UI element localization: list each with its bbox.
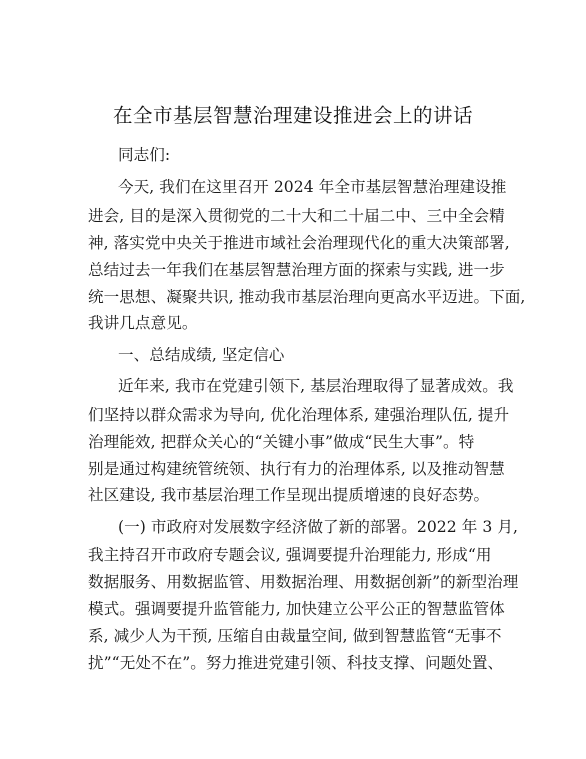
section-heading: 一、总结成绩, 坚定信心 — [118, 346, 285, 364]
paragraph-line: 神, 落实党中央关于推进市域社会治理现代化的重大决策部署, — [88, 234, 510, 252]
subsection-line: (一) 市政府对发展数字经济做了新的部署。2022 年 3 月, — [118, 518, 519, 536]
document-title: 在全市基层智慧治理建设推进会上的讲话 — [112, 104, 473, 127]
paragraph-line: 今天, 我们在这里召开 2024 年全市基层智慧治理建设推 — [118, 178, 507, 196]
paragraph-line: 别是通过构建统管统领、执行有力的治理体系, 以及推动智慧 — [88, 460, 505, 478]
paragraph-line: 数据服务、用数据监管、用数据治理、用数据创新”的新型治理 — [88, 573, 519, 591]
paragraph-line: 总结过去一年我们在基层智慧治理方面的探索与实践, 进一步 — [88, 261, 505, 279]
paragraph-line: 们坚持以群众需求为导向, 优化治理体系, 建强治理队伍, 提升 — [88, 406, 510, 424]
salutation: 同志们: — [118, 146, 171, 164]
paragraph-line: 近年来, 我市在党建引领下, 基层治理取得了显著成效。我 — [118, 377, 514, 395]
paragraph-line: 进会, 目的是深入贯彻党的二十大和二十届二中、三中全会精 — [88, 207, 505, 225]
paragraph-line: 模式。强调要提升监管能力, 加快建立公平公正的智慧监管体 — [88, 600, 505, 618]
paragraph-line: 我主持召开市政府专题会议, 强调要提升治理能力, 形成“用 — [88, 546, 492, 564]
paragraph-line: 社区建设, 我市基层治理工作呈现出提质增速的良好态势。 — [88, 486, 490, 504]
paragraph-line: 扰”“无处不在”。努力推进党建引领、科技支撑、问题处置、 — [88, 654, 504, 672]
paragraph-line: 系, 减少人为干预, 压缩自由裁量空间, 做到智慧监管“无事不 — [88, 627, 502, 645]
paragraph-line: 统一思想、凝聚共识, 推动我市基层治理向更高水平迈进。下面, — [88, 288, 526, 306]
paragraph-line: 治理能效, 把群众关心的“关键小事”做成“民生大事”。特 — [88, 433, 475, 451]
paragraph-line: 我讲几点意见。 — [88, 314, 198, 332]
